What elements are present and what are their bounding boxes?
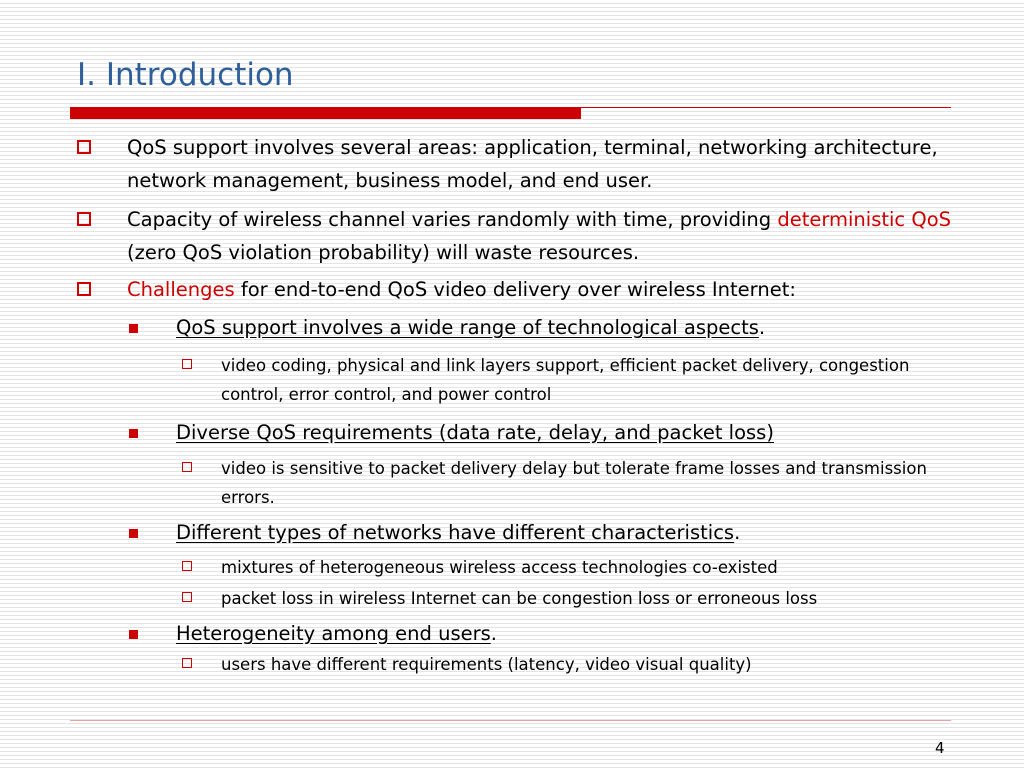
bullet-channel-capacity	[127, 203, 957, 269]
bullet-qos-areas	[127, 131, 957, 197]
page-number: 4	[935, 739, 945, 757]
sub-bullet-suffix: .	[758, 316, 766, 339]
detail-text: video is sensitive to packet delivery delay but tolerate frame losses and transmission errors.	[221, 459, 927, 507]
title-divider-thick	[70, 108, 581, 119]
detail-text: users have different requirements (latency, video visual quality)	[221, 655, 752, 674]
footer-divider	[70, 720, 951, 721]
sub-bullet-end-users	[176, 619, 966, 649]
slide-title: I. Introduction	[77, 57, 294, 93]
hollow-square-bullet-icon	[182, 462, 192, 472]
hollow-square-bullet-icon	[77, 140, 91, 154]
sub-bullet-text: Different types of networks have different characteristics	[176, 521, 735, 544]
sub-bullet-text: Diverse QoS requirements (data rate, delay, and packet loss)	[176, 421, 774, 444]
hollow-square-bullet-icon	[77, 212, 91, 226]
detail-qos-requirements	[221, 454, 961, 512]
hollow-square-bullet-icon	[182, 561, 192, 571]
highlight-challenges: Challenges	[127, 278, 235, 301]
filled-square-bullet-icon	[129, 630, 138, 639]
filled-square-bullet-icon	[129, 324, 138, 333]
bullet-text: for end-to-end QoS video delivery over wireless Internet:	[234, 278, 796, 301]
filled-square-bullet-icon	[129, 529, 138, 538]
sub-bullet-network-types	[176, 518, 966, 548]
highlight-deterministic-qos: deterministic QoS	[777, 208, 952, 231]
detail-heterogeneous-access	[221, 553, 961, 582]
filled-square-bullet-icon	[129, 429, 138, 438]
sub-bullet-suffix: .	[490, 622, 497, 645]
sub-bullet-text: Heterogeneity among end users	[176, 622, 491, 645]
sub-bullet-qos-requirements	[176, 418, 966, 448]
detail-text: video coding, physical and link layers support, efficient packet delivery, congestion control, error control, and power control	[221, 356, 910, 404]
hollow-square-bullet-icon	[182, 658, 192, 668]
hollow-square-bullet-icon	[182, 359, 192, 369]
detail-text: packet loss in wireless Internet can be congestion loss or erroneous loss	[221, 589, 818, 608]
detail-text: mixtures of heterogeneous wireless access technologies co-existed	[221, 558, 778, 577]
detail-user-requirements	[221, 650, 961, 679]
bullet-text-cont: (zero QoS violation probability) will waste resources.	[127, 241, 640, 264]
bullet-challenges	[127, 273, 957, 306]
bullet-text: QoS support involves several areas: application, terminal, networking architecture, network management, business model, and end user.	[127, 136, 938, 192]
hollow-square-bullet-icon	[77, 282, 91, 296]
sub-bullet-tech-aspects	[176, 313, 966, 343]
sub-bullet-text: QoS support involves a wide range of technological aspects	[176, 316, 759, 339]
detail-packet-loss	[221, 584, 961, 613]
hollow-square-bullet-icon	[182, 592, 192, 602]
detail-tech-aspects	[221, 351, 961, 409]
bullet-text: Capacity of wireless channel varies randomly with time, providing	[127, 208, 778, 231]
sub-bullet-suffix: .	[734, 521, 741, 544]
